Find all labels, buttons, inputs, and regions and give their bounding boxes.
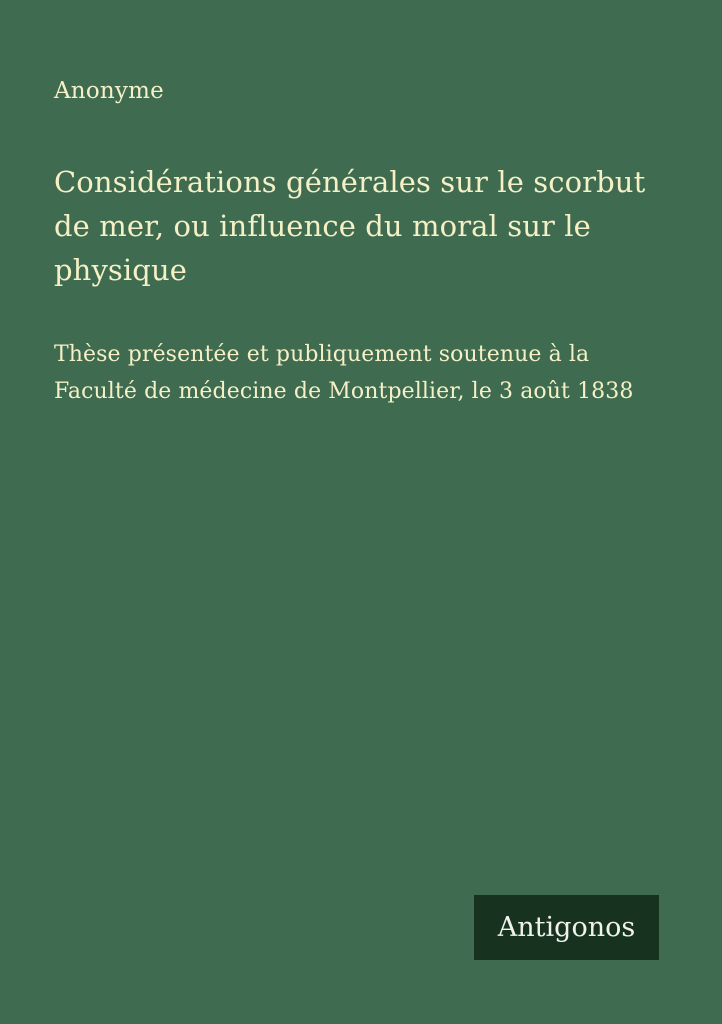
book-subtitle: Thèse présentée et publiquement soutenue à la Faculté de médecine de Montpellier, le 3 août 1838: [54, 342, 634, 404]
book-title: Considérations générales sur le scorbut de mer, ou influence du moral sur le physique: [54, 165, 646, 287]
publisher-logo: Antigonos: [474, 895, 659, 960]
author-name: Anonyme: [54, 78, 164, 104]
